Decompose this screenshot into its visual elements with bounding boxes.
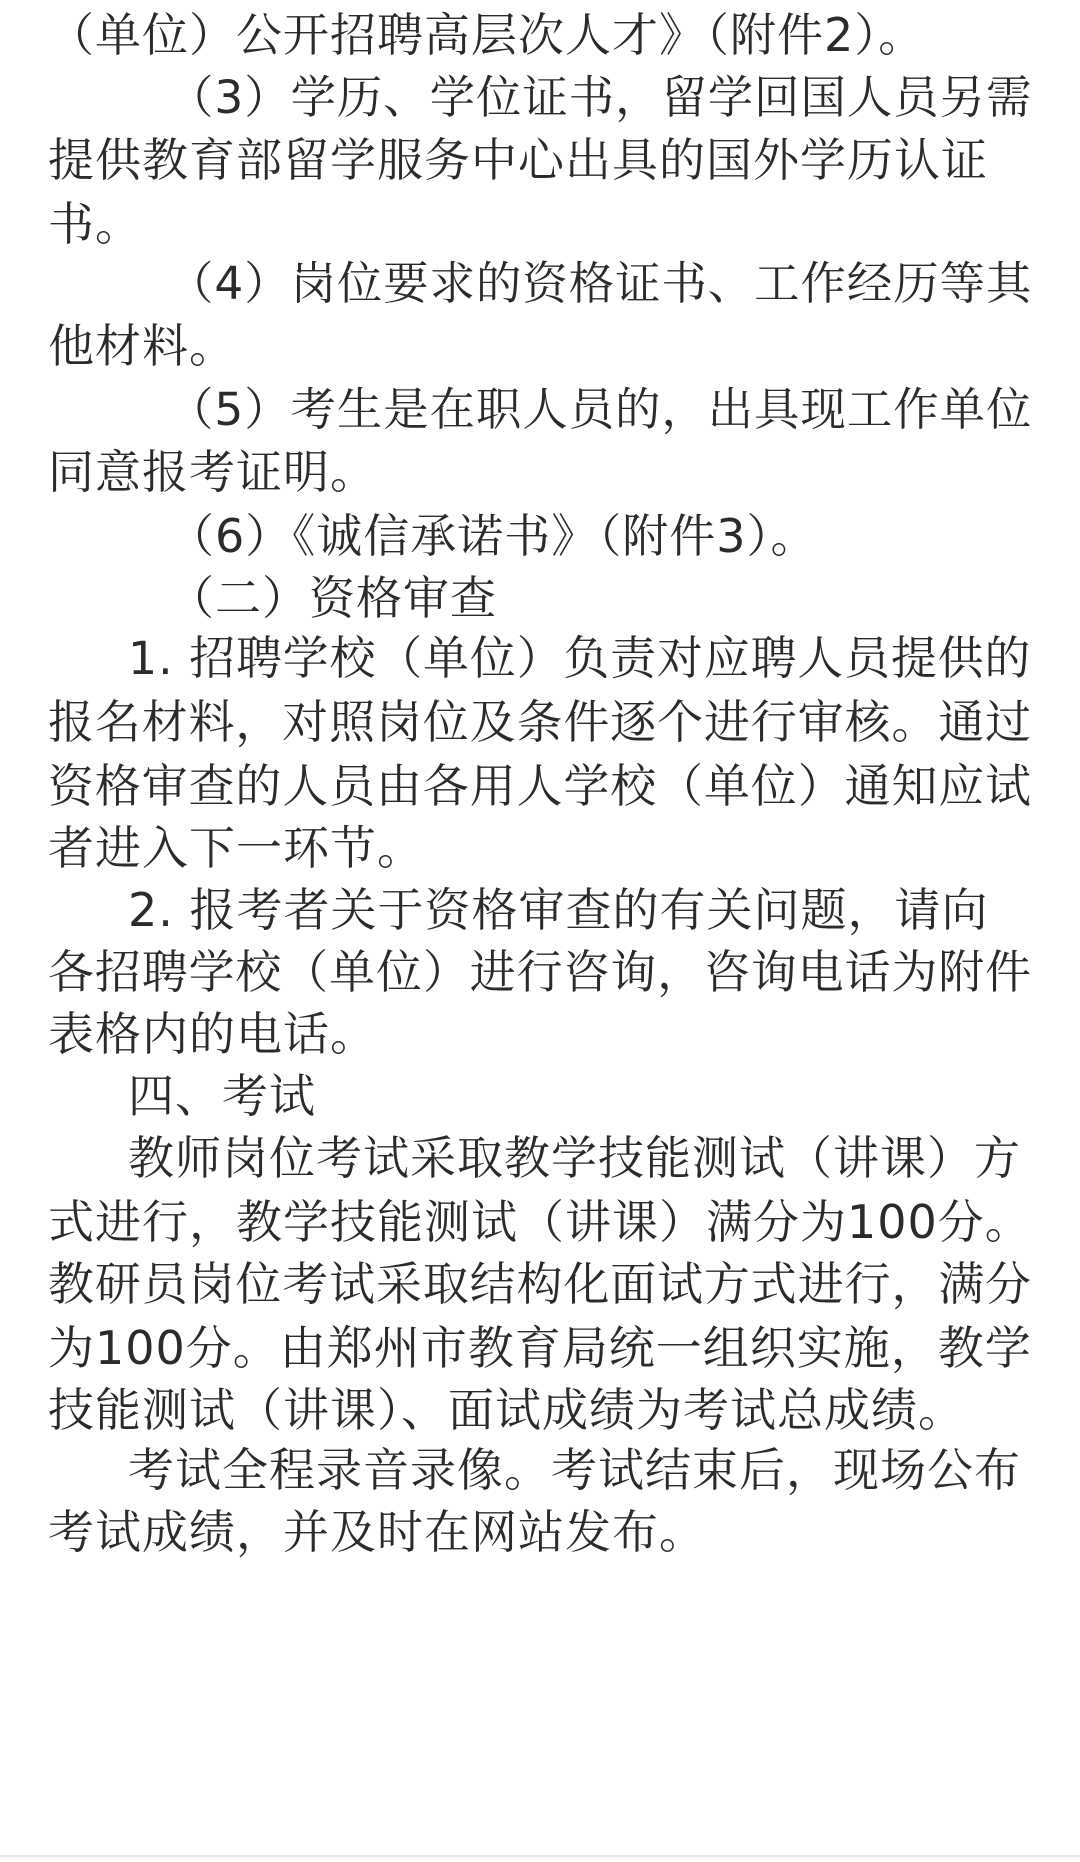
- text-line: 他材料。: [48, 319, 236, 373]
- text-line: （单位）公开招聘高层次人才》（附件2）。: [48, 8, 926, 62]
- text-line: （6）《诚信承诺书》（附件3）。: [168, 509, 818, 563]
- text-line: 书。: [48, 197, 142, 251]
- text-line: 者进入下一环节。: [48, 821, 424, 875]
- text-line: 同意报考证明。: [48, 445, 377, 499]
- text-line: 提供教育部留学服务中心出具的国外学历认证: [48, 133, 988, 187]
- text-line: （5）考生是在职人员的，出具现工作单位: [168, 383, 1033, 436]
- text-line: 考试全程录音录像。考试结束后，现场公布: [128, 1443, 1021, 1497]
- text-line: 表格内的电话。: [48, 1007, 377, 1061]
- text-line: 式进行，教学技能测试（讲课）满分为100分。: [48, 1195, 1032, 1249]
- text-line: 资格审查的人员由各用人学校（单位）通知应试: [48, 759, 1033, 813]
- text-line: 2. 报考者关于资格审查的有关问题，请向: [128, 883, 989, 937]
- text-line: 教研员岗位考试采取结构化面试方式进行，满分: [48, 1257, 1033, 1311]
- text-line: （4）岗位要求的资格证书、工作经历等其: [168, 257, 1033, 310]
- section-heading: 四、考试: [128, 1069, 316, 1123]
- text-line: 报名材料，对照岗位及条件逐个进行审核。通过: [48, 695, 1033, 749]
- text-line: （3）学历、学位证书，留学回国人员另需: [168, 71, 1033, 124]
- bottom-divider: [0, 1855, 1080, 1857]
- text-line: 1. 招聘学校（单位）负责对应聘人员提供的: [128, 631, 1032, 685]
- text-line: 各招聘学校（单位）进行咨询，咨询电话为附件: [48, 945, 1033, 999]
- text-line: 技能测试（讲课）、面试成绩为考试总成绩。: [48, 1383, 965, 1437]
- section-heading: （二）资格审查: [168, 571, 497, 625]
- text-line: 为100分。由郑州市教育局统一组织实施，教学: [48, 1321, 1032, 1375]
- text-line: 考试成绩，并及时在网站发布。: [48, 1505, 706, 1559]
- text-line: 教师岗位考试采取教学技能测试（讲课）方: [128, 1131, 1021, 1185]
